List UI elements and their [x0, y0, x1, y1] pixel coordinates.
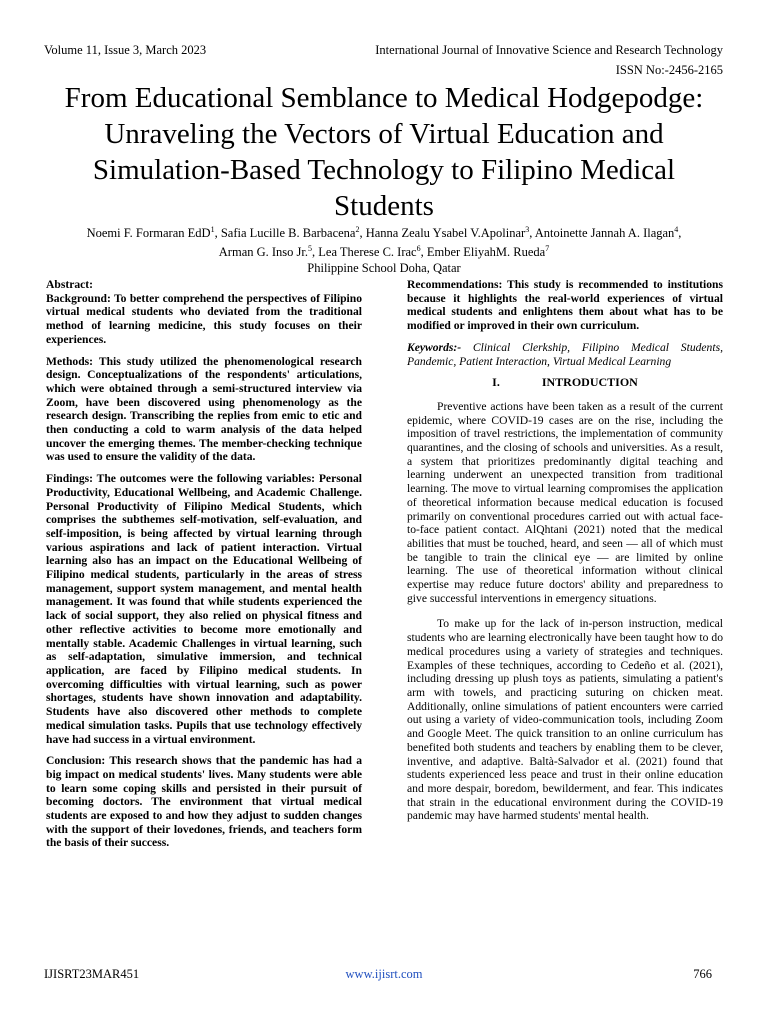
author-affil: 1 [210, 225, 215, 234]
author-name: Noemi F. Formaran EdD [86, 226, 211, 241]
page-number: 766 [693, 967, 712, 981]
section-title: INTRODUCTION [541, 375, 638, 390]
left-column [46, 278, 362, 858]
header-journal: International Journal of Innovative Science and Research Technology [375, 43, 723, 57]
section-heading [407, 376, 723, 390]
author-affil: 4 [674, 225, 679, 234]
footer-code: IJISRT23MAR451 [44, 967, 140, 981]
intro-paragraph-2: To make up for the lack of in-person instruction, medical students who are learning electronically have been taught how to do medical procedures using a variety of strategies and techniques. Examples of these techniques, according to Cedeño et al. (2021), including dressing up plush toys as patients, simulating a patient's arm with towels, and practicing suturing on chicken meat. Additionally, online simulations of patient encounters were carried out using a variety of video-communication tools, including Zoom and Google Meet. The quick transition to an online curriculum has benefited both students and teachers by enabling them to be clever, inventive, and adaptive. Baltà-Salvador et al. (2021) found that students experienced less peace and trust in their online education and more despair, boredom, bewilderment, and fear. This indicates that strain in the educational environment during the COVID-19 pandemic may have harmed students' mental health. [407, 617, 723, 823]
keywords [407, 341, 723, 368]
author-name: Hanna Zealu Ysabel V.Apolinar [365, 226, 526, 241]
author-affil: 5 [308, 244, 313, 254]
author-block: Noemi F. Formaran EdD$^1$, Safia Lucille B. Barbacena$^2$, Hanna Zealu Ysabel V.Apolinar$^3$, Antoinette Jannah A. Ilagan$^4$, Arman G. Inso Jr.$^5$, Lea Therese C. Irac$^6$, Ember EliyahM. Rueda$^7$ Philippine School Doha, Qatar [86, 225, 682, 276]
keywords-list: Clinical Clerkship, Filipino Medical Students, Pandemic, Patient Interaction, Virtual Medical Learning [407, 340, 723, 368]
right-column [407, 278, 723, 831]
footer-url[interactable]: www.ijisrt.com [345, 967, 423, 981]
author-affil: 6 [416, 244, 421, 254]
abstract-findings: Findings: The outcomes were the following variables: Personal Productivity, Educational Wellbeing, and Academic Challenge. Personal Productivity of Filipino Medical Students, which comprises the subthemes self-motivation, self-evaluation, and self-imposition, is being affected by virtual learning through various aspirations and lack of patient interaction. Virtual learning also has an impact on the Educational Wellbeing of Filipino medical students, particularly in the areas of stress management, support system management, and mental health management. It was found that while students experienced the lack of social support, they also relied on physical fitness and other reflective activities to become more emotionally and mentally stable. Academic Challenges in virtual learning, such as self-adaptation, simulative immersion, and technical application, are faced by Filipino medical students. In overcoming difficulties with virtual learning, such as power shortages, students have shown innovation and adaptability. Students have also discovered other methods to complete medical simulation tasks. Pupils that use technology effectively have had success in a virtual environment. [46, 472, 362, 746]
affiliation: Philippine School Doha, Qatar [307, 261, 461, 276]
abstract-methods: Methods: This study utilized the phenomenological research design. Conceptualizations of the respondents' articulations, which were obtained through a semi-structured interview via Zoom, have been discovered using phenomenology as the research design. Transcribing the replies from emic to etic and then conducting a cold to warm analysis of the data helped uncover the emerging themes. The member-checking technique was used to ensure the validity of the data. [46, 354, 362, 464]
abstract-conclusion: Conclusion: This research shows that the pandemic has had a big impact on medical students' lives. Many students were able to learn some coping skills and persisted in their pursuit of becoming doctors. The environment that virtual medical students are exposed to and how they adjust to sudden changes with the support of their lovedones, friends, and teachers form the basis of their success. [46, 754, 362, 850]
author-name: Antoinette Jannah A. Ilagan [534, 226, 675, 241]
author-name: Ember EliyahM. Rueda [426, 245, 546, 260]
keywords-label: Keywords:- [407, 340, 462, 354]
author-name: Arman G. Inso Jr. [218, 245, 309, 260]
author-affil: 3 [525, 225, 530, 234]
header-volume: Volume 11, Issue 3, March 2023 [44, 43, 207, 57]
intro-paragraph-1: Preventive actions have been taken as a result of the current epidemic, where COVID-19 cases are on the rise, including the imposition of travel restrictions, the implementation of community quarantines, and the closing of schools and universities. As a result, a system that prioritizes predominantly digital teaching and learning underwent an unexpected transition from traditional learning. The move to virtual learning compromises the application of theoretical information because medical education is focused primarily on conventional procedures carried out with actual face-to-face patient contact. AlQhtani (2021) noted that the medical abilities that must be touched, heard, and seen — all of which must be tangible to train the clinical eye — are limited by online learning. The use of theoretical information without clinical expertise may reduce future doctors' ability and preparedness to give successful interventions in emergency situations. [407, 399, 723, 605]
paper-title: From Educational Semblance to Medical Hodgepodge: Unraveling the Vectors of Virtual Education and Simulation-Based Technology to Filipino Medical Students [64, 82, 704, 222]
author-affil: 2 [355, 225, 360, 234]
header-issn: ISSN No:-2456-2165 [615, 63, 723, 77]
abstract-recommendations: Recommendations: This study is recommended to institutions because it highlights the real-world experiences of virtual medical students and enlightens them about what has to be modified or improved in their own curriculum. [407, 278, 723, 333]
author-name: Safia Lucille B. Barbacena [220, 226, 356, 241]
abstract-background: Background: To better comprehend the perspectives of Filipino virtual medical students who deviated from the traditional method of learning medicine, this study focuses on their experiences. [46, 291, 362, 346]
author-affil: 7 [545, 244, 550, 254]
abstract-label: Abstract: [46, 278, 94, 291]
author-name: Lea Therese C. Irac [318, 245, 417, 260]
section-number: I. [492, 375, 500, 390]
